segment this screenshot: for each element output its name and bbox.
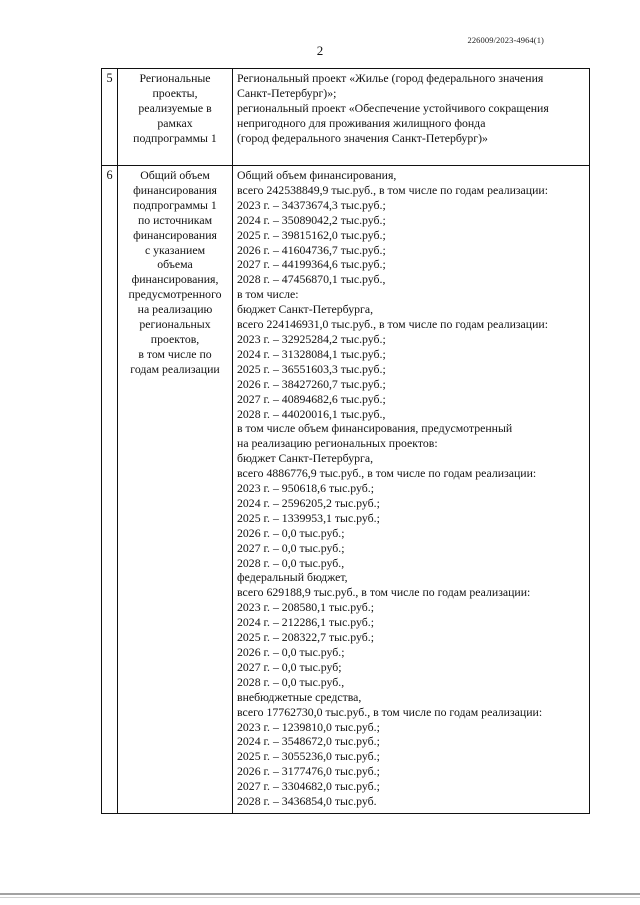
row-content-cell: [233, 166, 590, 814]
text-line: 2024 г. – 212286,1 тыс.руб.;: [237, 615, 374, 630]
text-line: внебюджетные средства,: [237, 689, 362, 704]
row-content-cell: [233, 69, 590, 166]
text-line: 2025 г. – 36551603,3 тыс.руб.;: [237, 361, 386, 376]
text-line: на реализацию: [137, 302, 213, 317]
text-line: 2025 г. – 39815162,0 тыс.руб.;: [237, 227, 386, 242]
text-line: 2025 г. – 1339953,1 тыс.руб.;: [237, 510, 380, 525]
text-line: 2028 г. – 44020016,1 тыс.руб.,: [237, 406, 386, 421]
text-line: 2027 г. – 0,0 тыс.руб.;: [237, 540, 345, 555]
text-line: подпрограммы 1: [133, 130, 217, 145]
text-line: всего 17762730,0 тыс.руб., в том числе по годам реализации:: [237, 704, 543, 719]
text-line: финансирования: [133, 182, 217, 197]
text-line: (город федерального значения Санкт-Петербург)»: [237, 130, 488, 145]
text-line: бюджет Санкт-Петербурга,: [237, 302, 374, 317]
text-line: 2028 г. – 0,0 тыс.руб.,: [237, 555, 345, 570]
text-line: проекты,: [152, 85, 198, 100]
text-line: финансирования,: [131, 272, 219, 287]
text-line: на реализацию региональных проектов:: [237, 436, 438, 451]
text-line: непригодного для проживания жилищного фонда: [237, 115, 486, 130]
text-line: 2026 г. – 0,0 тыс.руб.;: [237, 525, 345, 540]
text-line: Общий объем: [140, 168, 210, 182]
row-number-cell: 6: [102, 166, 118, 814]
text-line: федеральный бюджет,: [237, 570, 348, 585]
text-line: 2028 г. – 47456870,1 тыс.руб.,: [237, 272, 386, 287]
scan-footer-rule: [0, 893, 640, 895]
text-line: 2025 г. – 3055236,0 тыс.руб.;: [237, 749, 380, 764]
table-row: [102, 166, 590, 814]
text-line: 2023 г. – 1239810,0 тыс.руб.;: [237, 719, 380, 734]
text-line: 2026 г. – 0,0 тыс.руб.;: [237, 645, 345, 659]
text-line: 2023 г. – 32925284,2 тыс.руб.;: [237, 331, 386, 346]
text-line: 2027 г. – 40894682,6 тыс.руб.;: [237, 391, 386, 406]
document-registration-number: 226009/2023-4964(1): [467, 35, 544, 45]
text-line: бюджет Санкт-Петербурга,: [237, 451, 374, 466]
text-line: по источникам: [137, 212, 213, 227]
text-line: 2026 г. – 38427260,7 тыс.руб.;: [237, 376, 386, 391]
text-line: 2024 г. – 3548672,0 тыс.руб.;: [237, 734, 380, 749]
text-line: предусмотренного: [128, 287, 222, 302]
text-line: 2024 г. – 31328084,1 тыс.руб.;: [237, 346, 386, 361]
text-line: региональный проект «Обеспечение устойчивого сокращения: [237, 100, 549, 115]
text-line: региональных: [139, 317, 211, 332]
text-line: Санкт-Петербург)»;: [237, 85, 337, 100]
text-line: 2027 г. – 0,0 тыс.руб;: [237, 659, 342, 674]
text-line: 2028 г. – 3436854,0 тыс.руб.: [237, 794, 377, 809]
text-line: всего 224146931,0 тыс.руб., в том числе по годам реализации:: [237, 317, 549, 332]
text-line: Региональные: [139, 71, 211, 85]
passport-table: [101, 68, 590, 814]
text-line: годам реализации: [130, 361, 220, 376]
text-line: подпрограммы 1: [133, 197, 217, 212]
scan-footer-rule-secondary: [0, 897, 640, 898]
text-line: 2027 г. – 44199364,6 тыс.руб.;: [237, 257, 386, 272]
text-line: 2028 г. – 0,0 тыс.руб.,: [237, 674, 345, 689]
text-line: 2025 г. – 208322,7 тыс.руб.;: [237, 630, 374, 645]
text-line: 2026 г. – 41604736,7 тыс.руб.;: [237, 242, 386, 257]
text-line: с указанием: [144, 242, 206, 257]
text-line: Общий объем финансирования,: [237, 168, 397, 182]
text-line: всего 242538849,9 тыс.руб., в том числе по годам реализации:: [237, 182, 549, 197]
page-number: 2: [316, 43, 324, 58]
text-line: всего 4886776,9 тыс.руб., в том числе по годам реализации:: [237, 466, 537, 481]
row-label-cell: [118, 69, 233, 166]
text-line: рамках: [157, 115, 193, 130]
text-line: 2024 г. – 35089042,2 тыс.руб.;: [237, 212, 386, 227]
table-body: [102, 69, 590, 814]
text-line: финансирования: [133, 227, 217, 242]
row-number-cell: 5: [102, 69, 118, 166]
text-line: проектов,: [150, 331, 200, 346]
text-line: в том числе по: [138, 346, 212, 361]
text-line: объема: [157, 257, 193, 272]
text-line: 2027 г. – 3304682,0 тыс.руб.;: [237, 779, 380, 794]
text-line: Региональный проект «Жилье (город федерального значения: [237, 71, 544, 85]
text-line: 2023 г. – 950618,6 тыс.руб.;: [237, 481, 374, 496]
text-line: в том числе объем финансирования, предусмотренный: [237, 421, 513, 436]
text-line: 2023 г. – 208580,1 тыс.руб.;: [237, 600, 374, 615]
text-line: 2024 г. – 2596205,2 тыс.руб.;: [237, 495, 380, 510]
table-row: [102, 69, 590, 166]
text-line: реализуемые в: [138, 100, 212, 115]
text-line: 2026 г. – 3177476,0 тыс.руб.;: [237, 764, 380, 779]
text-line: в том числе:: [237, 287, 299, 302]
row-label-cell: [118, 166, 233, 814]
text-line: 2023 г. – 34373674,3 тыс.руб.;: [237, 197, 386, 212]
text-line: всего 629188,9 тыс.руб., в том числе по годам реализации:: [237, 585, 531, 600]
